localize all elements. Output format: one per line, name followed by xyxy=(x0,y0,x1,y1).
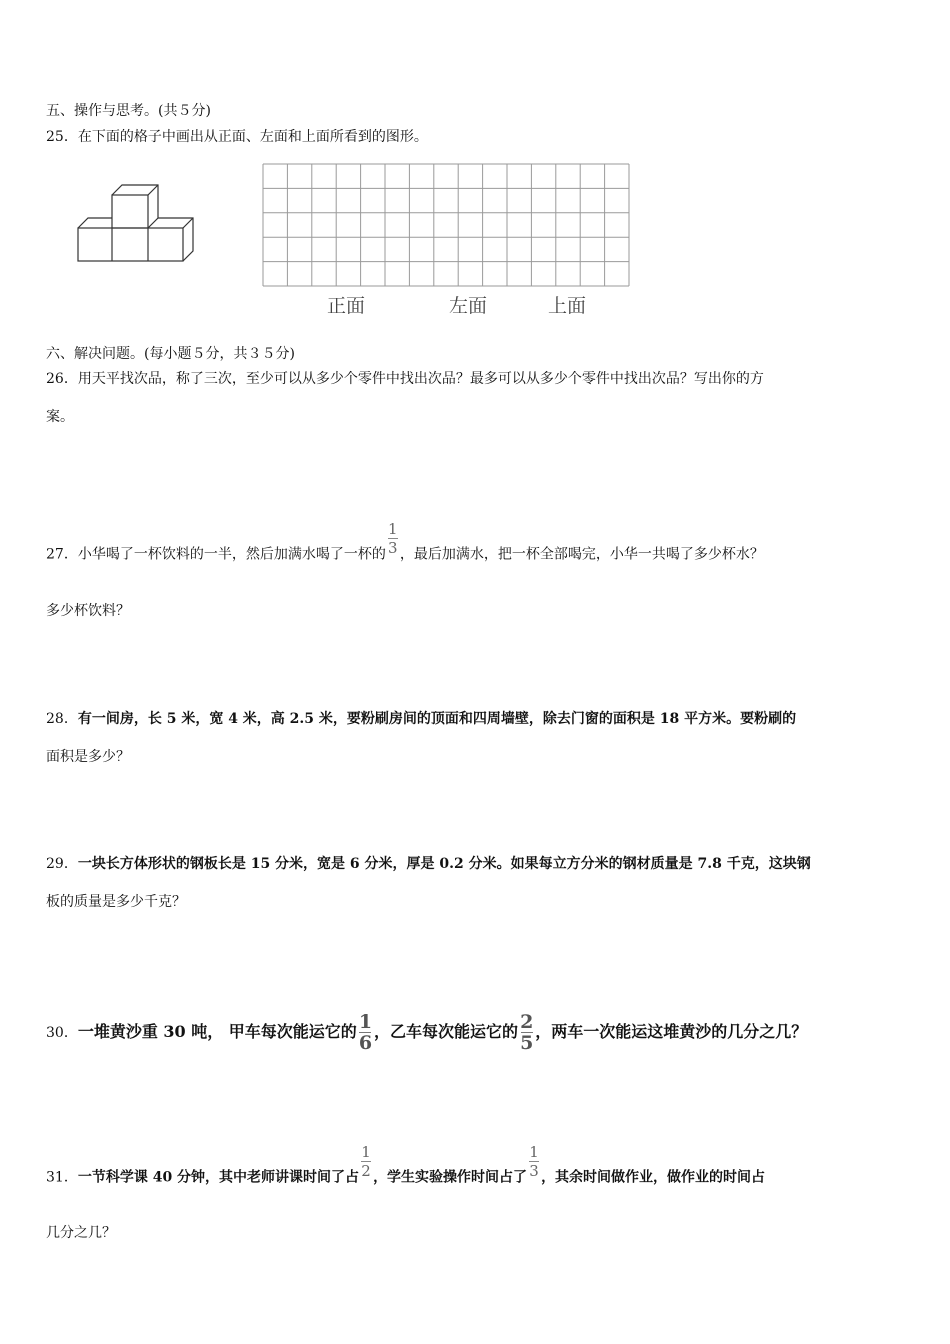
question-number: 31． xyxy=(46,1169,78,1186)
question-29 xyxy=(46,854,811,874)
fraction-numerator: 1 xyxy=(529,1143,539,1161)
fraction-two-fifths xyxy=(520,1012,533,1053)
fraction-numerator: 1 xyxy=(358,1011,373,1033)
question-text: 一块长方体形状的钢板长是 15 分米，宽是 6 分米，厚是 0.2 分米。如果每立方分米的钢材质量是 7.8 千克，这块钢 xyxy=(77,856,811,872)
question-text: ，两车一次能运这堆黄沙的几分之几？ xyxy=(535,1022,808,1041)
question-28 xyxy=(46,709,796,729)
question-31 xyxy=(46,1143,766,1196)
question-text: 在下面的格子中画出从正面、左面和上面所看到的图形。 xyxy=(77,129,428,145)
fraction-one-sixth xyxy=(359,1012,372,1053)
question-number: 25． xyxy=(46,129,78,145)
fraction-denominator: 3 xyxy=(529,1162,539,1180)
fraction-one-half xyxy=(361,1143,371,1180)
fraction-denominator: 3 xyxy=(388,539,398,557)
question-29-continued: 板的质量是多少千克？ xyxy=(46,894,186,910)
question-number: 26． xyxy=(46,371,78,387)
question-28-continued: 面积是多少？ xyxy=(46,749,130,765)
question-text: 用天平找次品，称了三次，至少可以从多少个零件中找出次品？最多可以从多少个零件中找出次品？写出你的方 xyxy=(77,371,764,387)
question-27-continued: 多少杯饮料？ xyxy=(46,603,130,619)
grid-label-top: 上面 xyxy=(547,295,587,317)
question-26 xyxy=(46,369,764,389)
fraction-denominator: 6 xyxy=(358,1032,373,1054)
question-text: ，乙车每次能运它的 xyxy=(374,1022,519,1041)
question-text: ，其余时间做作业，做作业的时间占 xyxy=(541,1169,766,1186)
question-text: 一节科学课 40 分钟，其中老师讲课时间了占 xyxy=(77,1169,360,1186)
question-25 xyxy=(46,127,428,147)
fraction-numerator: 1 xyxy=(361,1143,371,1161)
grid-label-front: 正面 xyxy=(326,295,366,317)
question-text: ，学生实验操作时间占了 xyxy=(373,1169,528,1186)
question-text: 小华喝了一杯饮料的一半，然后加满水喝了一杯的 xyxy=(77,546,386,563)
fraction-numerator: 1 xyxy=(388,520,398,538)
drawing-grid xyxy=(262,163,630,318)
fraction-one-third xyxy=(529,1143,539,1180)
fraction-denominator: 5 xyxy=(520,1032,534,1054)
question-27 xyxy=(46,520,764,573)
fraction-numerator: 2 xyxy=(520,1011,534,1033)
section-five-heading: 五、操作与思考。(共５分) xyxy=(46,103,211,119)
question-number: 29． xyxy=(46,856,78,872)
question-text: 一堆黄沙重 30 吨， 甲车每次能运它的 xyxy=(77,1022,357,1041)
question-number: 28． xyxy=(46,711,78,727)
cube-figure xyxy=(70,178,205,268)
fraction-denominator: 2 xyxy=(361,1162,371,1180)
question-text: ，最后加满水，把一杯全部喝完，小华一共喝了多少杯水？ xyxy=(399,546,764,563)
grid-label-left: 左面 xyxy=(448,295,488,317)
question-number: 30． xyxy=(46,1025,78,1041)
question-31-continued: 几分之几？ xyxy=(46,1225,116,1241)
question-text: 有一间房，长 5 米，宽 4 米，高 2.5 米，要粉刷房间的顶面和四周墙壁，除去门窗的面积是 18 平方米。要粉刷的 xyxy=(77,711,797,727)
section-six-heading: 六、解决问题。(每小题５分，共３５分) xyxy=(46,346,295,362)
question-30 xyxy=(46,1012,807,1053)
question-number: 27． xyxy=(46,546,78,563)
question-26-continued: 案。 xyxy=(46,409,74,425)
fraction-one-third xyxy=(388,520,398,557)
